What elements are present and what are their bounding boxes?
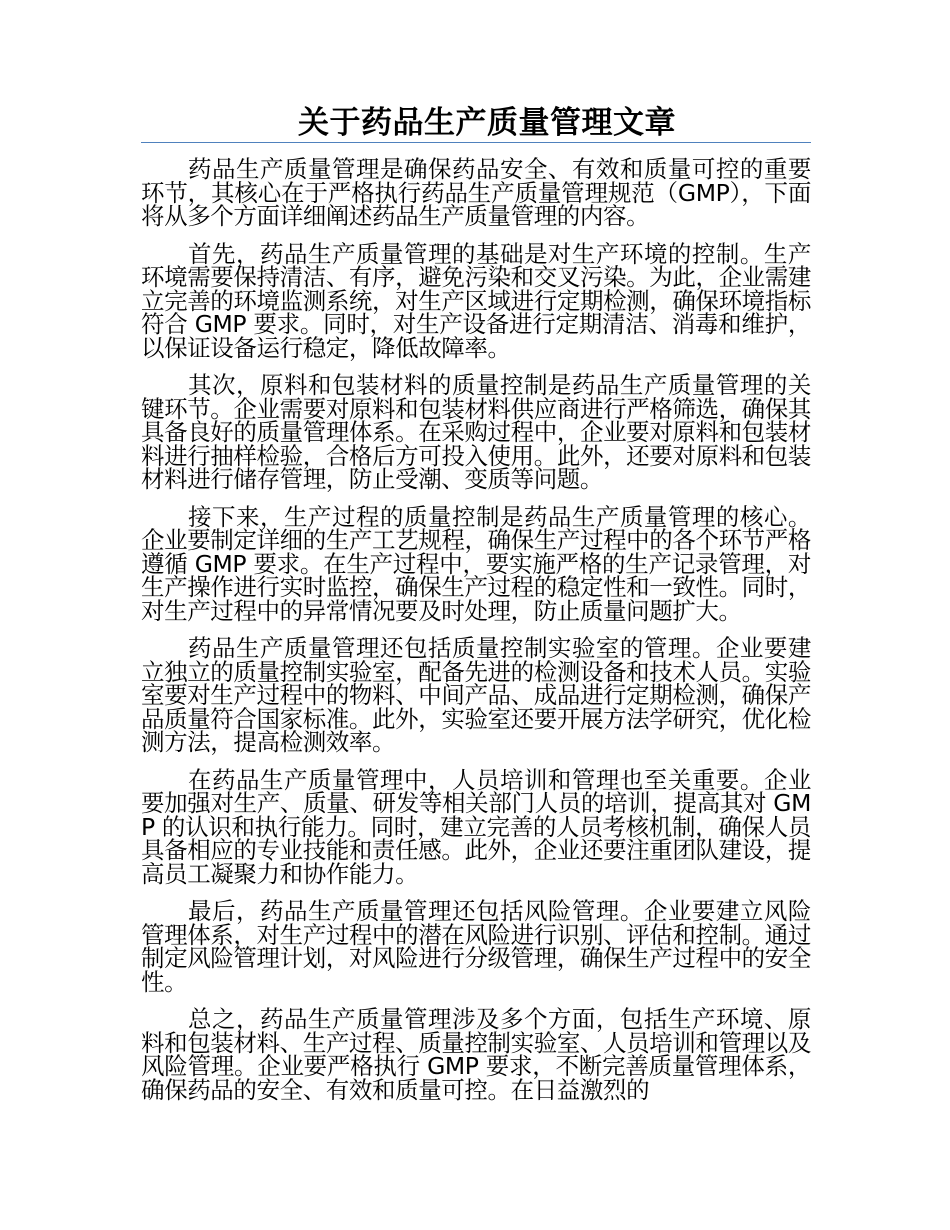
paragraph-intro: 药品生产质量管理是确保药品安全、有效和质量可控的重要环节，其核心在于严格执行药品生产质量管理规范（GMP），下面将从多个方面详细阐述药品生产质量管理的内容。 bbox=[141, 155, 811, 230]
paragraph-process: 接下来，生产过程的质量控制是药品生产质量管理的核心。企业要制定详细的生产工艺规程，确保生产过程中的各个环节严格遵循 GMP 要求。在生产过程中，要实施严格的生产记录管理，对生产操作进行实时监控，确保生产过程的稳定性和一致性。同时，对生产过程中的异常情况要及时处理，防止质量问题扩大。 bbox=[141, 502, 811, 625]
title-block bbox=[141, 104, 811, 143]
paragraph-environment: 首先，药品生产质量管理的基础是对生产环境的控制。生产环境需要保持清洁、有序，避免污染和交叉污染。为此，企业需建立完善的环境监测系统，对生产区域进行定期检测，确保环境指标符合 GMP 要求。同时，对生产设备进行定期清洁、消毒和维护，以保证设备运行稳定，降低故障率。 bbox=[141, 239, 811, 362]
document-body bbox=[141, 155, 811, 1116]
paragraph-risk: 最后，药品生产质量管理还包括风险管理。企业要建立风险管理体系，对生产过程中的潜在风险进行识别、评估和控制。通过制定风险管理计划，对风险进行分级管理，确保生产过程中的安全性。 bbox=[141, 897, 811, 996]
paragraph-personnel: 在药品生产质量管理中，人员培训和管理也至关重要。企业要加强对生产、质量、研发等相关部门人员的培训，提高其对 GMP 的认识和执行能力。同时，建立完善的人员考核机制，确保人员具备相应的专业技能和责任感。此外，企业还要注重团队建设，提高员工凝聚力和协作能力。 bbox=[141, 765, 811, 888]
document-title: 关于药品生产质量管理文章 bbox=[298, 105, 676, 141]
paragraph-materials: 其次，原料和包装材料的质量控制是药品生产质量管理的关键环节。企业需要对原料和包装材料供应商进行严格筛选，确保其具备良好的质量管理体系。在采购过程中，企业要对原料和包装材料进行抽样检验，合格后方可投入使用。此外，还要对原料和包装材料进行储存管理，防止受潮、变质等问题。 bbox=[141, 371, 811, 493]
paragraph-laboratory: 药品生产质量管理还包括质量控制实验室的管理。企业要建立独立的质量控制实验室，配备先进的检测设备和技术人员。实验室要对生产过程中的物料、中间产品、成品进行定期检测，确保产品质量符合国家标准。此外，实验室还要开展方法学研究，优化检测方法，提高检测效率。 bbox=[141, 634, 811, 756]
paragraph-summary: 总之，药品生产质量管理涉及多个方面，包括生产环境、原料和包装材料、生产过程、质量控制实验室、人员培训和管理以及风险管理。企业要严格执行 GMP 要求，不断完善质量管理体系，确保药品的安全、有效和质量可控。在日益激烈的 bbox=[141, 1005, 811, 1104]
